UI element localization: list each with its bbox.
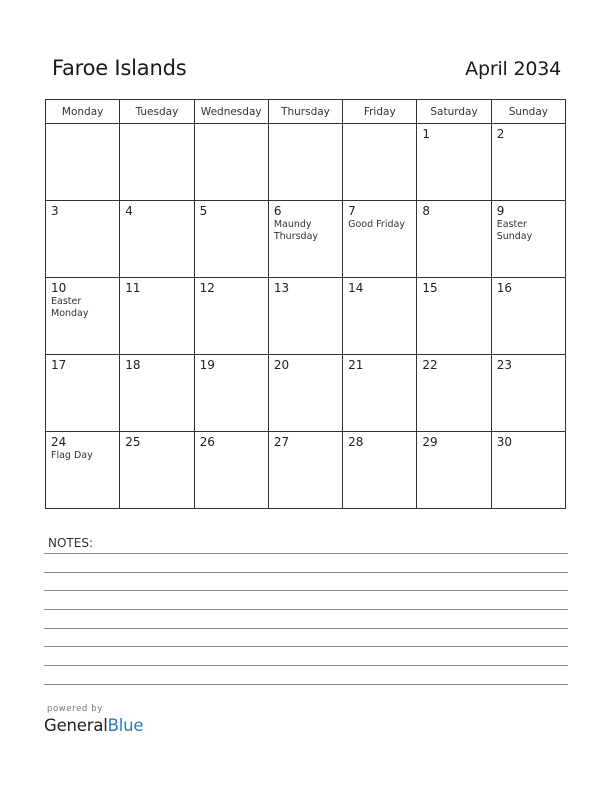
week-row	[46, 432, 566, 509]
notes-line	[44, 665, 568, 666]
day-cell	[120, 432, 194, 509]
weekday-tuesday: Tuesday	[120, 100, 194, 124]
day-number: 15	[422, 281, 438, 295]
day-number: 17	[51, 358, 67, 372]
day-cell	[46, 432, 120, 509]
day-cell	[194, 432, 268, 509]
week-row	[46, 355, 566, 432]
brand-part-general: General	[44, 716, 108, 735]
notes-line	[44, 609, 568, 610]
powered-by-text: powered by	[47, 704, 103, 714]
day-number: 13	[273, 281, 290, 295]
weekday-sunday: Sunday	[491, 100, 565, 124]
day-cell	[194, 201, 268, 278]
day-number: 28	[348, 435, 364, 449]
day-cell	[46, 201, 120, 278]
day-cell	[417, 278, 491, 355]
day-number: 20	[273, 358, 290, 372]
day-cell	[120, 278, 194, 355]
day-number: 23	[496, 358, 512, 372]
day-cell	[491, 201, 565, 278]
weekday-thursday: Thursday	[268, 100, 342, 124]
day-number: 10	[51, 281, 67, 295]
week-row	[46, 201, 566, 278]
day-cell	[120, 355, 194, 432]
day-cell	[120, 201, 194, 278]
day-number: 5	[199, 204, 208, 218]
day-cell	[491, 355, 565, 432]
day-cell	[268, 124, 342, 201]
day-number: 3	[51, 204, 59, 218]
day-cell	[194, 278, 268, 355]
day-number: 22	[422, 358, 438, 372]
day-number: 12	[199, 281, 215, 295]
notes-line	[44, 628, 568, 629]
day-cell	[46, 278, 120, 355]
day-cell	[120, 124, 194, 201]
holiday-label: Easter Sunday	[496, 219, 533, 242]
day-cell	[491, 432, 565, 509]
day-number: 1	[422, 127, 431, 141]
day-number: 18	[125, 358, 141, 372]
weekday-header-row	[46, 100, 566, 124]
day-number: 4	[125, 204, 133, 218]
day-number: 2	[496, 127, 505, 141]
day-number: 7	[348, 204, 356, 218]
day-cell	[343, 355, 417, 432]
day-number: 26	[199, 435, 215, 449]
notes-label: NOTES:	[48, 536, 93, 550]
day-cell	[268, 278, 342, 355]
weekday-wednesday: Wednesday	[194, 100, 268, 124]
day-number: 19	[199, 358, 215, 372]
day-cell	[417, 432, 491, 509]
day-cell	[343, 278, 417, 355]
holiday-label: Maundy Thursday	[273, 219, 319, 242]
day-cell	[268, 432, 342, 509]
week-row	[46, 278, 566, 355]
day-number: 27	[273, 435, 290, 449]
notes-line	[44, 553, 568, 554]
calendar-grid	[45, 99, 566, 509]
weekday-saturday: Saturday	[417, 100, 491, 124]
day-cell	[343, 201, 417, 278]
day-cell	[194, 124, 268, 201]
day-number: 14	[348, 281, 364, 295]
day-cell	[417, 355, 491, 432]
day-number: 29	[422, 435, 438, 449]
country-title: Faroe Islands	[52, 56, 187, 80]
day-number: 8	[422, 204, 431, 218]
day-number: 24	[51, 435, 67, 449]
day-cell	[46, 355, 120, 432]
month-year-title: April 2034	[465, 58, 561, 80]
day-cell	[46, 124, 120, 201]
week-row	[46, 124, 566, 201]
brand-part-blue: Blue	[107, 716, 144, 735]
day-number: 21	[348, 358, 364, 372]
day-cell	[268, 355, 342, 432]
day-cell	[417, 201, 491, 278]
generalblue-logo	[44, 716, 143, 735]
day-cell	[417, 124, 491, 201]
notes-line	[44, 572, 568, 573]
day-number: 16	[496, 281, 512, 295]
day-number: 9	[496, 204, 505, 218]
day-number: 6	[273, 204, 282, 218]
day-cell	[491, 124, 565, 201]
weekday-friday: Friday	[343, 100, 417, 124]
day-cell	[343, 432, 417, 509]
day-number: 25	[125, 435, 141, 449]
holiday-label: Good Friday	[348, 219, 405, 230]
weekday-monday: Monday	[46, 100, 120, 124]
day-cell	[491, 278, 565, 355]
holiday-label: Easter Monday	[51, 296, 89, 319]
day-cell	[343, 124, 417, 201]
day-cell	[268, 201, 342, 278]
day-number: 11	[125, 281, 141, 295]
holiday-label: Flag Day	[51, 450, 93, 461]
notes-line	[44, 590, 568, 591]
day-cell	[194, 355, 268, 432]
notes-line	[44, 684, 568, 685]
day-number: 30	[496, 435, 512, 449]
notes-line	[44, 646, 568, 647]
